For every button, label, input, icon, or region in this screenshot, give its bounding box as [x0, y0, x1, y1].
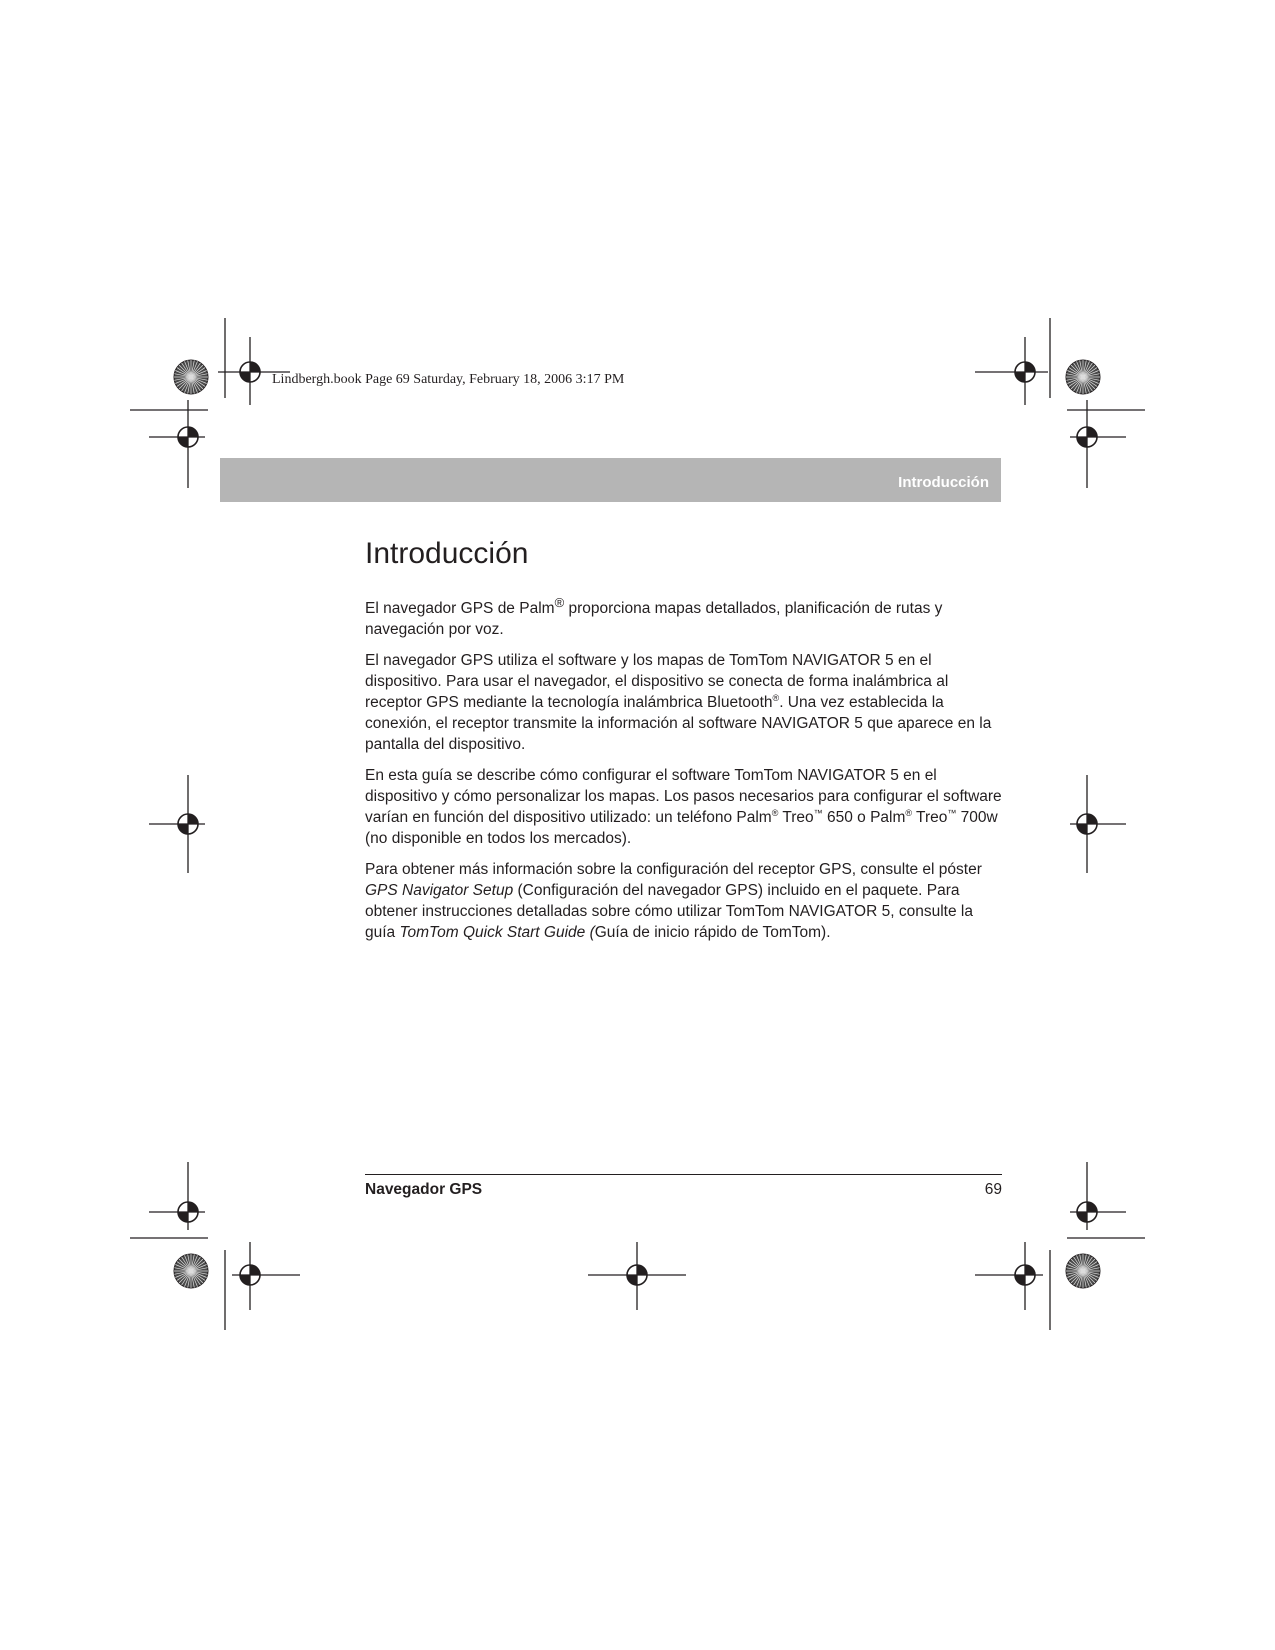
paragraph-text: En esta guía se describe cómo configurar el software TomTom NAVIGATOR 5 en el dispositivo y cómo personalizar los mapas. Los pasos necesarios para configurar el software varían en función del dispositivo utilizado: un teléfono Palm — [365, 767, 1002, 826]
registered-mark: ® — [771, 807, 779, 818]
paragraph-3 — [365, 765, 1005, 849]
paragraph-text: El navegador GPS de Palm — [365, 600, 555, 617]
paragraph-text: 700w (no disponible en todos los mercados). — [365, 809, 998, 847]
paragraph-2 — [365, 650, 1005, 755]
footer-divider — [365, 1174, 1002, 1175]
footer-book-title: Navegador GPS — [365, 1181, 483, 1198]
paragraph-text: El navegador GPS utiliza el software y los mapas de TomTom NAVIGATOR 5 en el dispositivo. Para usar el navegador, el dispositivo se conecta de forma inalámbrica al receptor GPS mediante la tecnología inalámbrica Bluetooth — [365, 652, 949, 711]
paragraph-text: 650 o Palm — [822, 809, 906, 826]
trademark-mark: ™ — [813, 807, 823, 818]
print-slug-line: Lindbergh.book Page 69 Saturday, February 18, 2006 3:17 PM — [272, 372, 625, 387]
registered-mark: ® — [905, 807, 913, 818]
paragraph-text: proporciona mapas detallados, planificación de rutas y navegación por voz. — [365, 600, 943, 638]
paragraph-text: Para obtener más información sobre la configuración del receptor GPS, consulte el póster — [365, 861, 982, 878]
paragraph-text: (Configuración del navegador GPS) incluido en el paquete. Para obtener instrucciones detalladas sobre cómo utilizar TomTom NAVIGATOR 5, consulte la guía — [365, 882, 973, 941]
running-header-bar — [220, 458, 1001, 502]
page-title: Introducción — [365, 537, 529, 570]
paragraph-text: Treo — [912, 809, 948, 826]
page-number: 69 — [984, 1181, 1002, 1198]
paragraph-1 — [365, 594, 1005, 640]
paragraph-text: . Una vez establecida la conexión, el receptor transmite la información al software NAVIGATOR 5 que aparece en la pantalla del dispositivo. — [365, 694, 992, 753]
main-content — [365, 530, 1005, 953]
running-header-title: Introducción — [898, 474, 989, 491]
registered-mark: ® — [554, 594, 565, 610]
paragraph-4 — [365, 859, 1005, 943]
registered-mark: ® — [772, 692, 780, 703]
poster-title: GPS Navigator Setup — [365, 882, 514, 899]
paragraph-text: Guía de inicio rápido de TomTom). — [594, 924, 831, 941]
guide-title: TomTom Quick Start Guide ( — [399, 924, 595, 941]
trademark-mark: ™ — [947, 807, 957, 818]
paragraph-text: Treo — [778, 809, 814, 826]
